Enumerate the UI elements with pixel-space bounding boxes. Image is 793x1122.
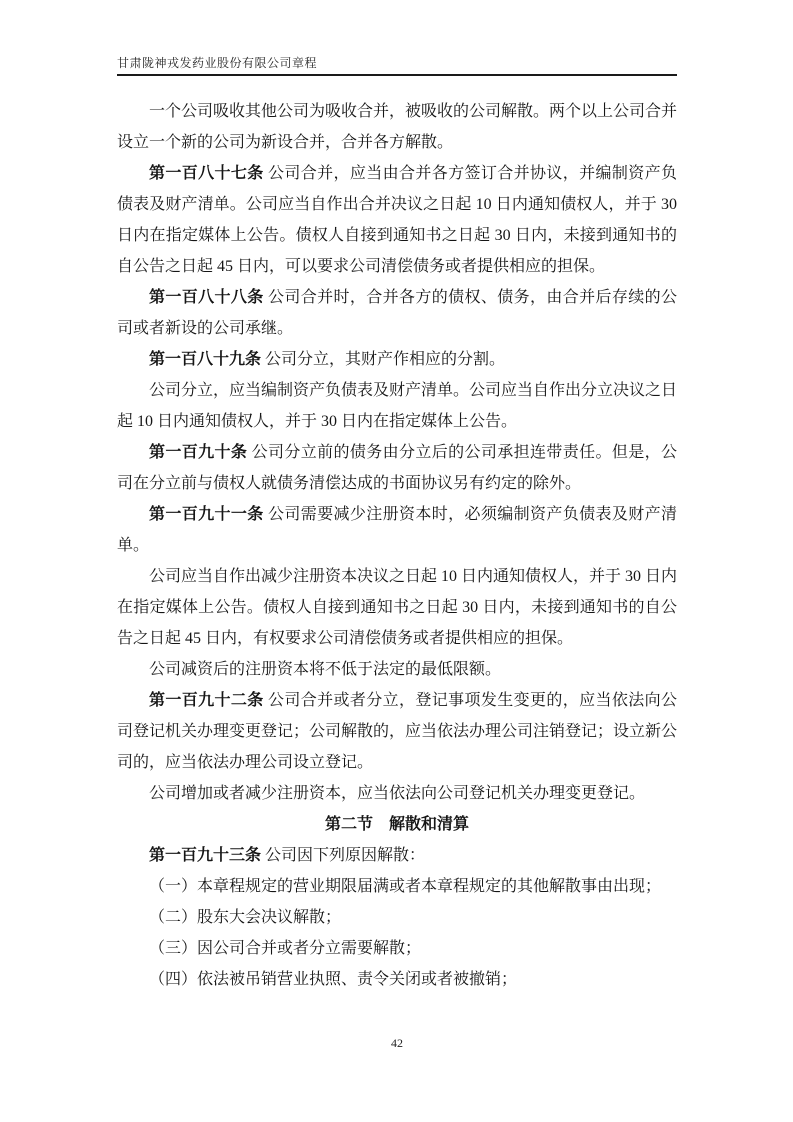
- paragraph: [117, 778, 677, 809]
- section-heading: [117, 809, 677, 840]
- paragraph-text: 公司合并，应当由合并各方签订合并协议，并编制资产负债表及财产清单。公司应当自作出合并决议之日起 10 日内通知债权人，并于 30 日内在指定媒体上公告。债权人自接到通知书之日起 30 日内，未接到通知书的自公告之日起 45 日内，可以要求公司清偿债务或者提供相应的担保。: [117, 165, 677, 275]
- paragraph: [117, 561, 677, 654]
- paragraph: [117, 437, 677, 499]
- paragraph: [117, 344, 677, 375]
- paragraph-text: 公司分立，其财产作相应的分割。: [265, 351, 506, 368]
- paragraph: [117, 964, 677, 995]
- article-number: 第一百八十九条: [149, 351, 266, 368]
- paragraph: [117, 499, 677, 561]
- paragraph-text: 一个公司吸收其他公司为吸收合并，被吸收的公司解散。两个以上公司合并设立一个新的公司为新设合并，合并各方解散。: [117, 103, 678, 151]
- paragraph-text: 公司减资后的注册资本将不低于法定的最低限额。: [149, 661, 502, 678]
- paragraph-text: 公司合并时，合并各方的债权、债务，由合并后存续的公司或者新设的公司承继。: [117, 289, 677, 337]
- article-number: 第一百九十二条: [149, 692, 268, 709]
- paragraph: [117, 158, 677, 282]
- paragraph-text: 公司合并或者分立，登记事项发生变更的，应当依法向公司登记机关办理变更登记；公司解散的，应当依法办理公司注销登记；设立新公司的，应当依法办理公司设立登记。: [117, 692, 678, 771]
- paragraph: [117, 902, 677, 933]
- article-number: 第一百九十三条: [149, 847, 266, 864]
- paragraph-text: （四）依法被吊销营业执照、责令关闭或者被撤销；: [149, 971, 518, 988]
- paragraph: [117, 685, 677, 778]
- article-number: 第一百九十条: [149, 444, 252, 461]
- paragraph-text: 公司增加或者减少注册资本，应当依法向公司登记机关办理变更登记。: [149, 785, 646, 802]
- paragraph: [117, 933, 677, 964]
- article-number: 第一百八十八条: [149, 289, 268, 306]
- paragraph-text: 第二节 解散和清算: [324, 816, 469, 833]
- paragraph: [117, 840, 677, 871]
- page-number: 42: [391, 1036, 403, 1050]
- paragraph-text: 公司需要减少注册资本时，必须编制资产负债表及财产清单。: [117, 506, 677, 554]
- paragraph: [117, 96, 677, 158]
- article-number: 第一百九十一条: [149, 506, 268, 523]
- paragraph-text: 公司分立，应当编制资产负债表及财产清单。公司应当自作出分立决议之日起 10 日内通知债权人，并于 30 日内在指定媒体上公告。: [117, 382, 678, 430]
- paragraph: [117, 282, 677, 344]
- paragraph-text: （一）本章程规定的营业期限届满或者本章程规定的其他解散事由出现；: [149, 878, 662, 895]
- paragraph-text: （三）因公司合并或者分立需要解散；: [149, 940, 422, 957]
- document-body: [117, 96, 677, 995]
- paragraph-text: 公司因下列原因解散：: [265, 847, 426, 864]
- paragraph: [117, 654, 677, 685]
- paragraph-text: 公司分立前的债务由分立后的公司承担连带责任。但是，公司在分立前与债权人就债务清偿达成的书面协议另有约定的除外。: [117, 444, 677, 492]
- article-number: 第一百八十七条: [149, 165, 268, 182]
- page-header: [117, 56, 677, 76]
- paragraph-text: （二）股东大会决议解散；: [149, 909, 342, 926]
- paragraph-text: 公司应当自作出减少注册资本决议之日起 10 日内通知债权人，并于 30 日内在指定媒体上公告。债权人自接到通知书之日起 30 日内，未接到通知书的自公告之日起 45 日内，有权要求公司清偿债务或者提供相应的担保。: [117, 568, 678, 647]
- paragraph: [117, 871, 677, 902]
- paragraph: [117, 375, 677, 437]
- header-title: 甘肃陇神戎发药业股份有限公司章程: [117, 56, 318, 70]
